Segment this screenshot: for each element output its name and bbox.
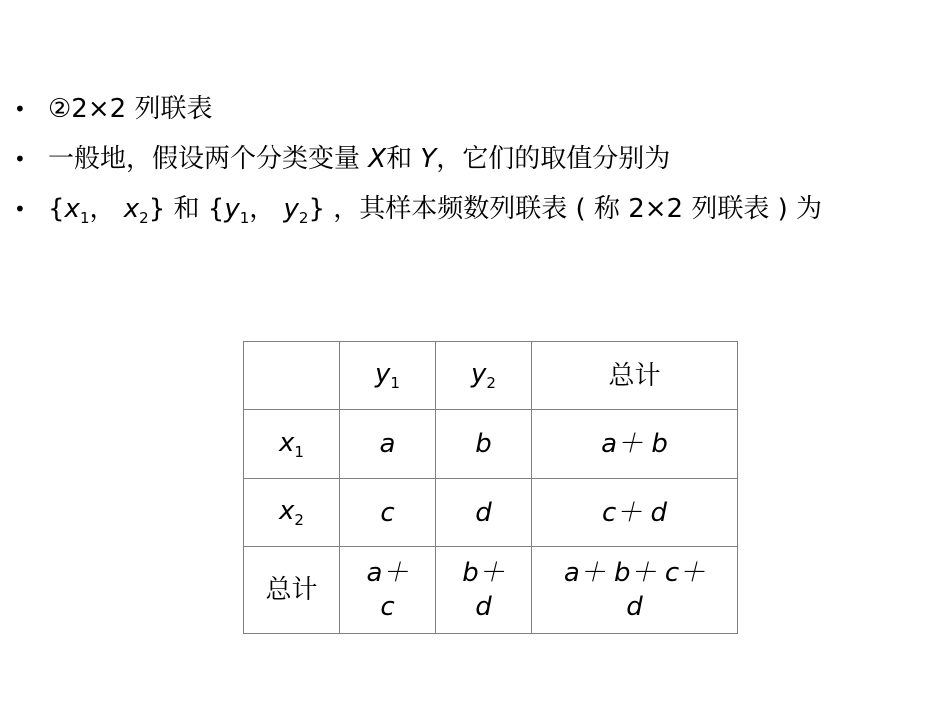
grand-total-cell: a＋ b＋ c＋ d (532, 547, 738, 634)
bullet-item-values (14, 184, 934, 234)
contingency-table (243, 341, 738, 634)
row-label-x2: $x_2$ (244, 479, 340, 547)
value-x1: $x_1$ (64, 194, 90, 227)
row-total-cell: a＋ b (532, 410, 738, 479)
column-total-cell: a＋ c (340, 547, 436, 634)
table-cell: b (436, 410, 532, 479)
header-cell-y1: $y_1$ (340, 342, 436, 410)
value-x2: $x_2$ (123, 194, 149, 227)
header-cell-total: 总计 (532, 342, 738, 410)
definition-text-post: ，它们的取值分别为 (436, 144, 671, 174)
header-cell-y2: $y_2$ (436, 342, 532, 410)
table-header-row (244, 342, 738, 410)
bullet-marker: • (14, 147, 26, 171)
table-cell: d (436, 479, 532, 547)
bullet-item-title (14, 84, 934, 134)
table-total-row (244, 547, 738, 634)
table-row (244, 410, 738, 479)
value-y2: $y_2$ (283, 194, 309, 227)
bullet-list (14, 84, 934, 234)
values-brace-mid: } 和 { (148, 194, 225, 224)
column-total-cell: b＋ d (436, 547, 532, 634)
definition-text-pre: 一般地，假设两个分类变量 (48, 144, 369, 174)
values-separator: ， (249, 194, 284, 224)
bullet-marker: • (14, 97, 26, 121)
value-y1: $y_1$ (224, 194, 250, 227)
values-text-post: } ，其样本频数列联表 ( 称 2×2 列联表 ) 为 (308, 194, 823, 224)
definition-text-mid: 和 (386, 144, 421, 174)
bullet-item-definition (14, 134, 934, 184)
table-row (244, 479, 738, 547)
bullet-marker: • (14, 197, 26, 221)
contingency-table-wrapper (243, 341, 738, 634)
section-title: ②2×2 列联表 (48, 94, 213, 124)
row-total-cell: c＋ d (532, 479, 738, 547)
table-cell: a (340, 410, 436, 479)
total-row-label: 总计 (244, 547, 340, 634)
variable-x: X (368, 144, 387, 174)
table-cell: c (340, 479, 436, 547)
values-separator: ， (89, 194, 124, 224)
table-corner-cell (244, 342, 340, 410)
variable-y: Y (420, 144, 437, 174)
row-label-x1: $x_1$ (244, 410, 340, 479)
values-brace-open-x: { (48, 194, 65, 224)
